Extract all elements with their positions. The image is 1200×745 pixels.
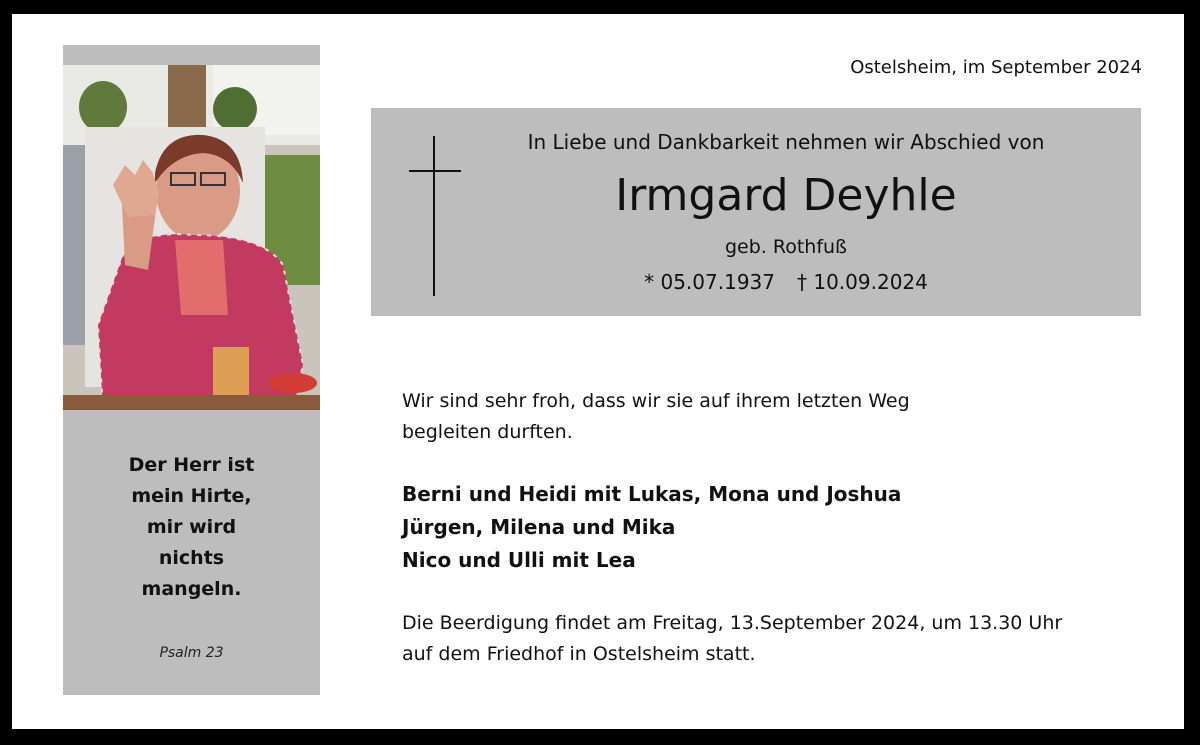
death-date: † 10.09.2024: [797, 270, 928, 294]
life-dates: [371, 270, 1141, 294]
sidebar-panel: [63, 45, 320, 695]
text-line: auf dem Friedhof in Ostelsheim statt.: [402, 643, 756, 665]
family-line: Jürgen, Milena und Mika: [402, 515, 676, 539]
portrait-photo: [63, 65, 320, 410]
text-line: Die Beerdigung findet am Freitag, 13.September 2024, um 13.30 Uhr: [402, 612, 1063, 634]
obituary-card: [12, 14, 1184, 729]
birth-date: * 05.07.1937: [644, 270, 775, 294]
quote-line: mangeln.: [141, 578, 242, 600]
psalm-quote: [63, 450, 320, 605]
gratitude-text: [402, 386, 910, 448]
place-date: Ostelsheim, im September 2024: [850, 57, 1142, 78]
birth-name: geb. Rothfuß: [724, 236, 848, 258]
quote-line: mein Hirte,: [131, 485, 252, 507]
text-line: begleiten durften.: [402, 421, 573, 443]
family-line: Berni und Heidi mit Lukas, Mona und Joshua: [402, 482, 902, 506]
funeral-notice: [402, 608, 1062, 670]
text-line: Wir sind sehr froh, dass wir sie auf ihrem letzten Weg: [402, 390, 910, 412]
quote-line: Der Herr ist: [128, 454, 255, 476]
deceased-name: Irmgard Deyhle: [615, 170, 957, 221]
quote-line: nichts: [158, 547, 225, 569]
family-list: [402, 478, 901, 577]
quote-source: Psalm 23: [159, 645, 224, 661]
family-line: Nico und Ulli mit Lea: [402, 548, 636, 572]
name-banner: [371, 108, 1141, 316]
quote-line: mir wird: [146, 516, 237, 538]
farewell-intro: In Liebe und Dankbarkeit nehmen wir Abschied von: [527, 130, 1045, 154]
